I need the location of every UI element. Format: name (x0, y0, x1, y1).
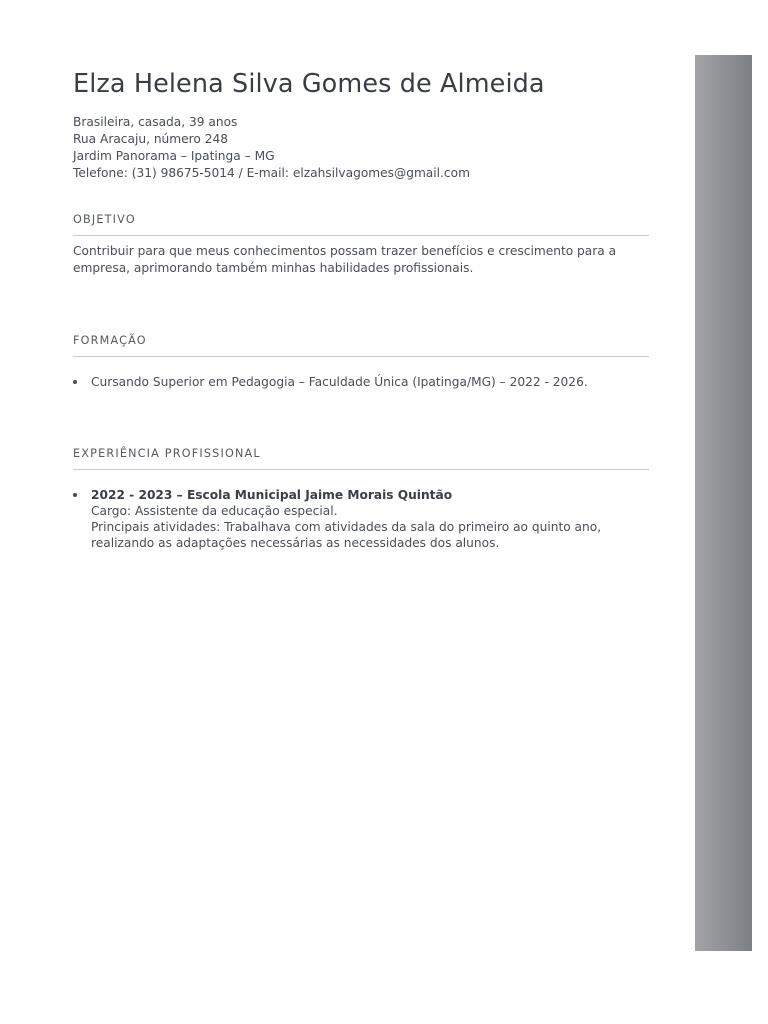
phone-email: Telefone: (31) 98675-5014 / E-mail: elzahsilvagomes@gmail.com (73, 166, 470, 180)
section-title-formacao: FORMAÇÃO (73, 334, 147, 347)
personal-info: Brasileira, casada, 39 anos (73, 115, 238, 129)
contact-block (73, 114, 649, 182)
address-street: Rua Aracaju, número 248 (73, 132, 228, 146)
section-title-experiencia: EXPERIÊNCIA PROFISSIONAL (73, 447, 261, 460)
resume-content (73, 68, 649, 551)
formacao-item-text: Cursando Superior em Pedagogia – Faculdade Única (Ipatinga/MG) – 2022 - 2026. (91, 375, 588, 389)
experiencia-cargo: Cargo: Assistente da educação especial. (91, 504, 338, 518)
bullet-icon (73, 380, 77, 384)
objetivo-text: Contribuir para que meus conhecimentos possam trazer benefícios e crescimento para a empresa, aprimorando também minhas habilidades profissionais. (73, 244, 617, 275)
section-divider (73, 235, 649, 236)
experiencia-list (73, 487, 649, 551)
section-title-objetivo: OBJETIVO (73, 213, 136, 226)
decorative-side-bar (695, 55, 752, 951)
list-item (73, 487, 649, 551)
section-divider (73, 469, 649, 470)
bullet-icon (73, 493, 77, 497)
address-city: Jardim Panorama – Ipatinga – MG (73, 149, 275, 163)
experiencia-atividades: Principais atividades: Trabalhava com atividades da sala do primeiro ao quinto ano, realizando as adaptações necessárias as necessidades dos alunos. (91, 520, 602, 550)
formacao-list (73, 374, 649, 390)
list-item (73, 374, 649, 390)
candidate-name: Elza Helena Silva Gomes de Almeida (73, 69, 545, 99)
section-divider (73, 356, 649, 357)
experiencia-heading: 2022 - 2023 – Escola Municipal Jaime Morais Quintão (91, 488, 453, 502)
